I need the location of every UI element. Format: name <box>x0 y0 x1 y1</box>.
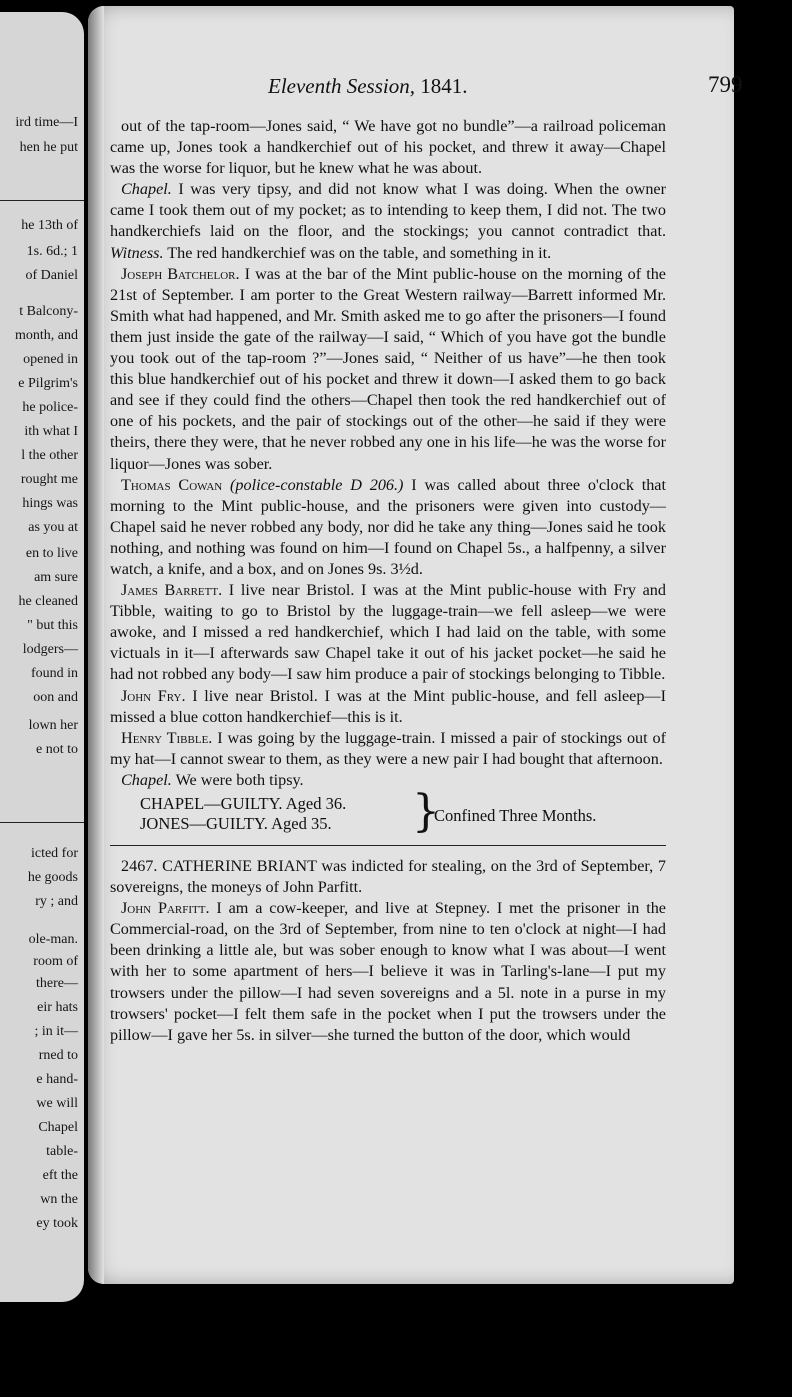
left-page-text-fragment: eft the <box>42 1168 78 1183</box>
left-page-text-fragment: e Pilgrim's <box>18 376 78 391</box>
left-page-text-fragment: en to live <box>25 546 78 561</box>
speaker-name: Chapel. <box>121 180 172 199</box>
left-page-rule <box>0 200 84 201</box>
left-page-text-fragment: e not to <box>36 742 78 757</box>
speaker-name: Joseph Batchelor. <box>121 264 240 283</box>
paragraph: Henry Tibble. I was going by the luggage-train. I missed a pair of stockings out of my hat—I cannot swear to them, as they were a new pair I had bought that afternoon. <box>110 728 666 768</box>
page-number: 799 <box>708 72 743 97</box>
left-page-text-fragment: ry ; and <box>35 894 78 909</box>
paragraph: Chapel. I was very tipsy, and did not know what I was doing. When the owner came I took them out of my pocket; as to intending to keep them, I did not. The two handkerchiefs laid on the floor, and the stockings; you cannot contradict that. Witness. The red handkerchief was on the table, and something in it. <box>110 180 666 262</box>
left-page-text-fragment: hen he put <box>19 140 78 155</box>
paragraph: John Parfitt. I am a cow-keeper, and live at Stepney. I met the prisoner in the Commercial-road, on the 3rd of September, from nine to ten o'clock at night—I had been drinking a little ale, but was sober enough to know what I was about—I went with her to some apartment of hers—I believe it was in Tarling's-lane—I put my trowsers under the pillow—I had seven sovereigns and a 5l. note in a purse in my trowsers' pocket—I felt them safe in the pocket when I put the trowsers under the pillow—I gave her 5s. in silver—she turned the button of the door, which would <box>110 899 666 1044</box>
page-text <box>110 116 666 1046</box>
paragraph: Joseph Batchelor. I was at the bar of the Mint public-house on the morning of the 21st of September. I am porter to the Great Western railway—Barrett informed Mr. Smith what had happened, and Mr. Smith asked me to go after the prisoners—I found them just inside the gate of the railway—I said, “ Which of you have got the bundle you took out of the tap-room ?”—Jones said, “ Neither of us have”—he then took this blue handkerchief out of his pocket and threw it down—I asked them to go back and see if they could find the others—Chapel then took the red handkerchief out of one of his pockets, and the pair of stockings out of the other—he said if they were theirs, there they were, that he never robbed any one in his life—he was the worse for liquor—Jones was sober. <box>110 264 666 473</box>
left-page-text-fragment: opened in <box>23 352 78 367</box>
left-page-text-fragment: icted for <box>30 846 78 861</box>
paragraph: Chapel. We were both tipsy. <box>121 770 304 789</box>
left-page-text-fragment: 1s. 6d.; 1 <box>26 244 78 259</box>
left-page-text-fragment: ey took <box>36 1216 78 1231</box>
left-page-text-fragment: " but this <box>27 618 78 633</box>
left-page-text-fragment: ith what I <box>24 424 78 439</box>
sentence-text: Confined Three Months. <box>434 806 597 825</box>
verdict-line: CHAPEL—GUILTY. Aged 36. <box>140 794 347 813</box>
left-page-text-fragment: t Balcony- <box>19 304 78 319</box>
header-session: Eleventh Session, <box>268 74 415 98</box>
left-page-text-fragment: he goods <box>27 870 78 885</box>
left-page-text-fragment: lown her <box>28 718 78 733</box>
left-page-text-fragment: e hand- <box>36 1072 78 1087</box>
left-page-text-fragment: he cleaned <box>18 594 78 609</box>
left-page-text-fragment: of Daniel <box>25 268 78 283</box>
left-page-rule <box>0 822 84 823</box>
left-page-text-fragment: rought me <box>20 472 78 487</box>
left-page-text-fragment: wn the <box>40 1192 78 1207</box>
left-page-text-fragment: oon and <box>33 690 78 705</box>
speaker-name: John Fry. <box>121 686 186 705</box>
left-page-text-fragment: eir hats <box>37 1000 78 1015</box>
left-page-text-fragment: we will <box>36 1096 78 1111</box>
left-page-text-fragment: ird time—I <box>15 115 78 130</box>
left-page-text-fragment: found in <box>30 666 78 681</box>
left-facing-page <box>0 12 84 1302</box>
left-page-text-fragment: as you at <box>28 520 78 535</box>
left-page-text-fragment: table- <box>46 1144 78 1159</box>
section-rule <box>110 845 666 846</box>
paragraph: out of the tap-room—Jones said, “ We have got no bundle”—a railroad policeman came up, Jones took a handkerchief out of his pocket, and threw it away—Chapel was the worse for liquor, but he knew what he was about. <box>110 117 666 178</box>
speaker-name: John Parfitt. <box>121 899 210 918</box>
left-page-text-fragment: am sure <box>34 570 78 585</box>
header-year: 1841. <box>420 74 468 98</box>
speaker-role: (police-constable D 206.) <box>230 475 404 494</box>
speaker-name: Witness. <box>110 243 164 262</box>
brace-glyph: } <box>412 786 440 837</box>
case-heading: 2467. CATHERINE BRIANT was indicted for stealing, on the 3rd of September, 7 sovereigns, the moneys of John Parfitt. <box>110 857 666 897</box>
left-page-text-fragment: lodgers— <box>22 642 78 657</box>
verdict-block <box>134 786 666 843</box>
running-header <box>268 74 467 99</box>
left-page-text-fragment: l the other <box>21 448 78 463</box>
speaker-name: James Barrett. <box>121 581 223 600</box>
left-page-text-fragment: there— <box>36 976 78 991</box>
left-page-text-fragment: hings was <box>22 496 78 511</box>
verdict-line: JONES—GUILTY. Aged 35. <box>140 814 332 833</box>
left-page-text-fragment: month, and <box>15 328 78 343</box>
left-page-text-fragment: he police- <box>22 400 78 415</box>
paragraph: John Fry. I live near Bristol. I was at the Mint public-house, and fell asleep—I missed a blue cotton handkerchief—this is it. <box>110 686 666 726</box>
left-page-text-fragment: ; in it— <box>34 1024 78 1039</box>
speaker-name: Chapel. <box>121 770 172 789</box>
speaker-name: Henry Tibble. <box>121 728 213 747</box>
paragraph: James Barrett. I live near Bristol. I was at the Mint public-house with Fry and Tibble, waiting to go to Bristol by the luggage-train—we fell asleep—we were awoke, and I missed a red handkerchief, which I had laid on the table, with some victuals in it—I afterwards saw Chapel take it out of his jacket pocket—he said he had not robbed any body—I saw him produce a pair of stockings belonging to Tibble. <box>110 581 666 684</box>
left-page-text-fragment: Chapel <box>38 1120 78 1135</box>
page-gutter <box>88 6 104 1284</box>
speaker-name: Thomas Cowan <box>121 475 223 494</box>
paragraph: Thomas Cowan (police-constable D 206.) I was called about three o'clock that morning to the Mint public-house, and the prisoners were given into custody—Chapel said he never robbed any body, nor did he take any thing—Jones said he took nothing, and nothing was found on him—I found on Chapel 5s., a halfpenny, a silver watch, a knife, and a box, and on Jones 9s. 3½d. <box>110 475 666 578</box>
left-page-text-fragment: ole-man. <box>28 932 78 947</box>
left-page-text-fragment: he 13th of <box>21 218 78 233</box>
left-page-text-fragment: room of <box>33 954 78 969</box>
left-page-text-fragment: rned to <box>38 1048 78 1063</box>
